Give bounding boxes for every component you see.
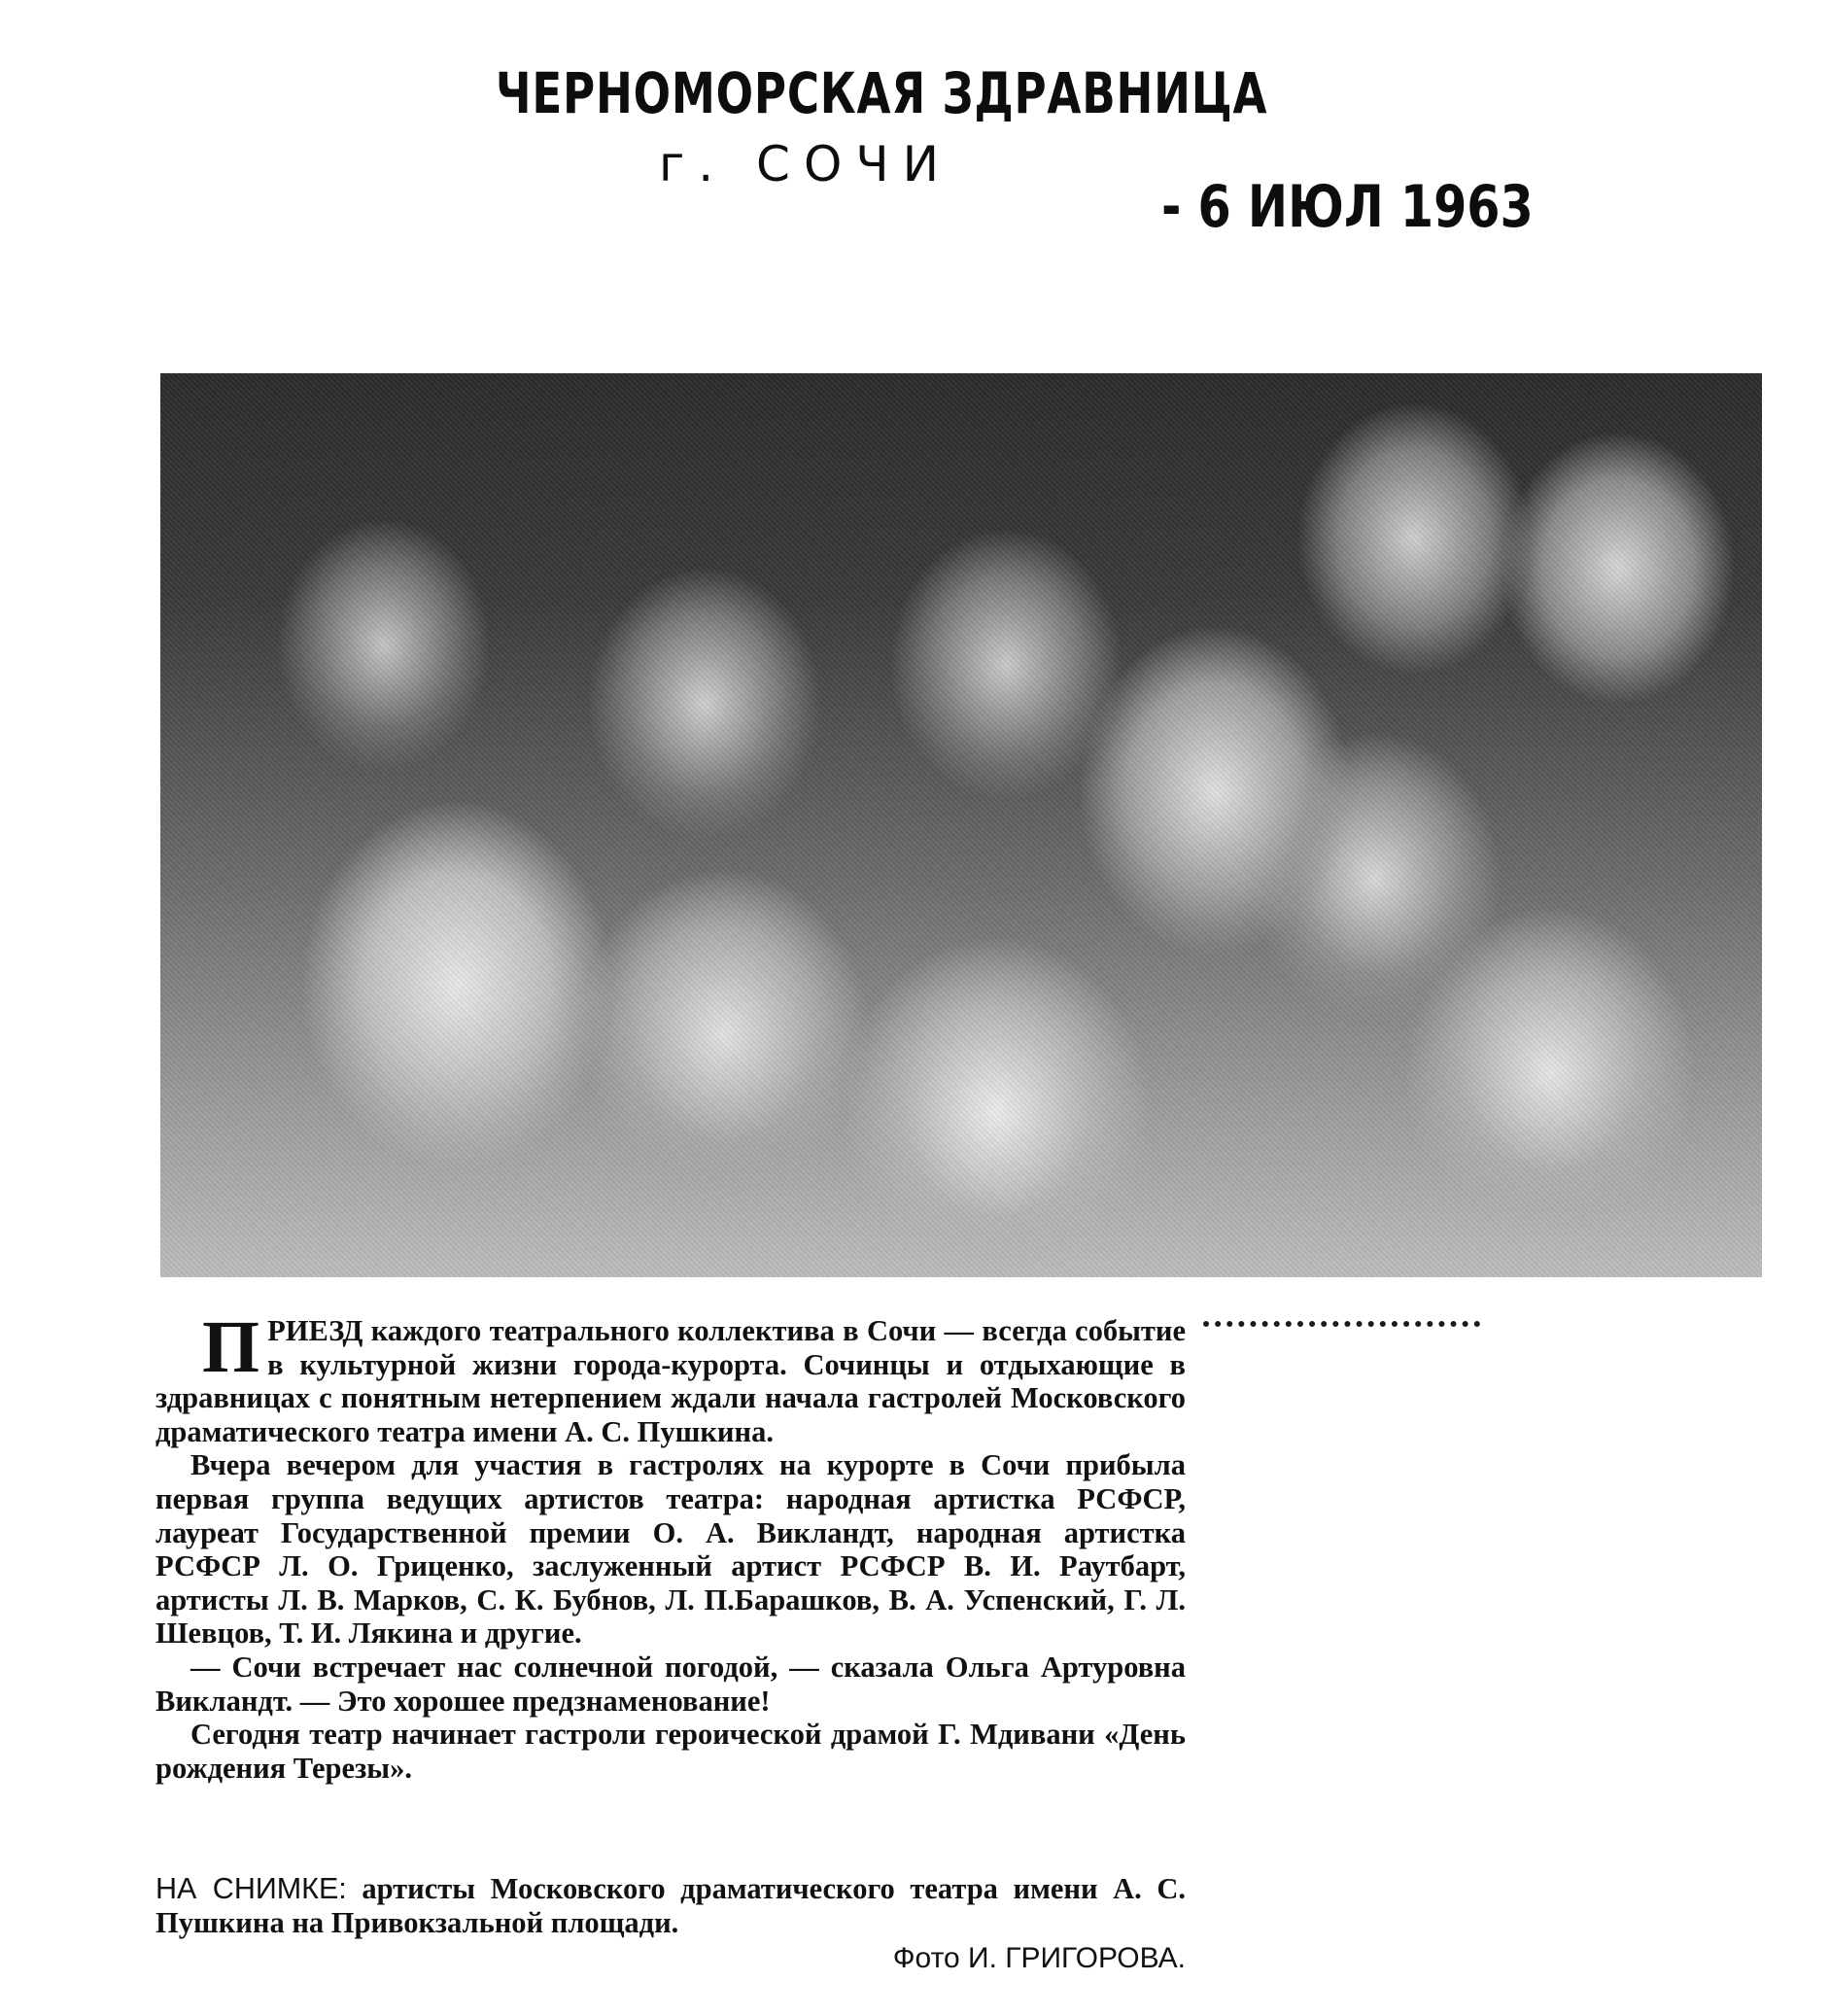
article-paragraph-1-text: РИЕЗД каждого театрального коллектива в Сочи — всегда событие в культурной жизни города-курорта. Сочинцы и отдыхающие в здравницах с понятным нетерпением ждали начала гастролей Московского драматического театра имени А. С. Пушкина. [155, 1314, 1186, 1448]
caption-label: НА СНИМКЕ: [155, 1872, 347, 1905]
article-paragraph-2: Вчера вечером для участия в гастролях на курорте в Сочи прибыла первая группа ведущих артистов театра: народная артистка РСФСР, лауреат Государственной премии О. А. Викландт, народная артистка РСФСР Л. О. Гриценко, заслуженный артист РСФСР В. И. Раутбарт, артисты Л. В. Марков, С. К. Бубнов, Л. П.Барашков, В. А. Успенский, Г. Л. Шевцов, Т. И. Лякина и другие. [155, 1448, 1186, 1651]
drop-cap: П [202, 1306, 260, 1388]
article-body [155, 1306, 1186, 1785]
caption-text: артисты Московского драматического театра имени А. С. Пушкина на Привокзальной площади. [155, 1872, 1186, 1939]
city-stamp: г. СОЧИ [659, 136, 953, 192]
newspaper-stamp: ЧЕРНОМОРСКАЯ ЗДРАВНИЦА [496, 60, 1268, 126]
group-photo [160, 373, 1762, 1277]
divider-rule [1203, 1321, 1480, 1327]
article-paragraph-4: Сегодня театр начинает гастроли героической драмой Г. Мдивани «День рождения Терезы». [155, 1718, 1186, 1785]
date-stamp: - 6 ИЮЛ 1963 [1161, 173, 1534, 241]
photo-credit: Фото И. ГРИГОРОВА. [892, 1942, 1186, 1974]
article-paragraph-1 [155, 1306, 1186, 1448]
article-paragraph-3: — Сочи встречает нас солнечной погодой, — сказала Ольга Артуровна Викландт. — Это хорошее предзнаменование! [155, 1650, 1186, 1718]
photo-caption [155, 1872, 1186, 1939]
